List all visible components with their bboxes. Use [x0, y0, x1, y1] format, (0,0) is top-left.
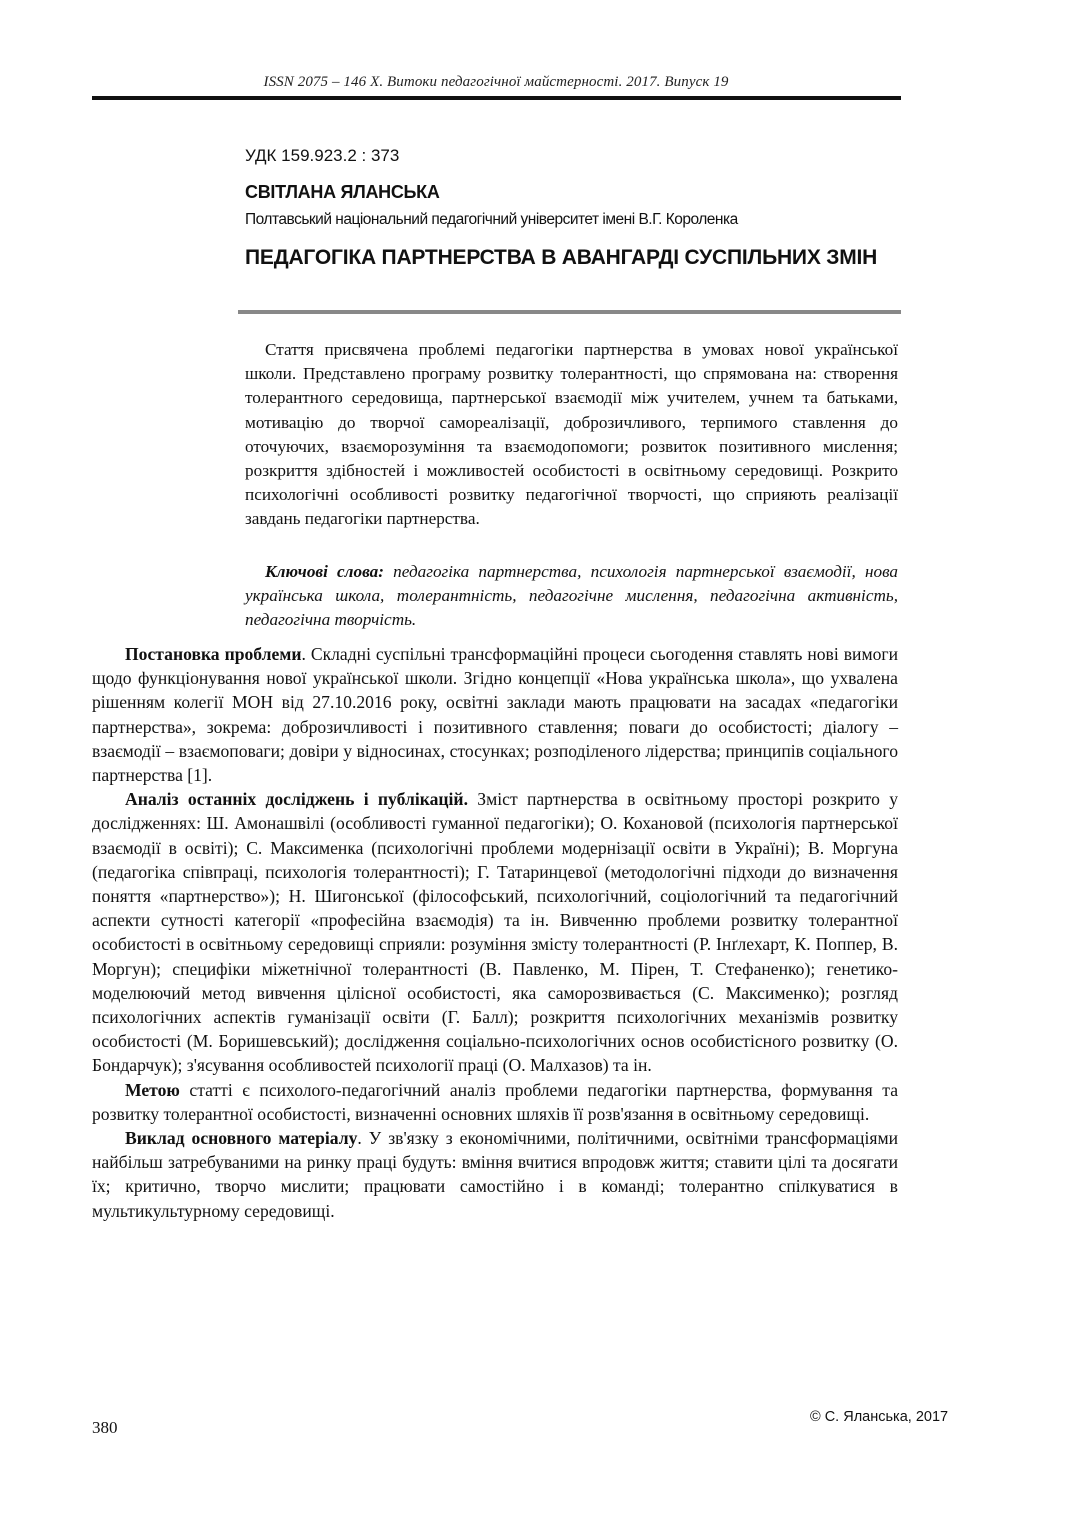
keywords-text: педагогіка партнерства, психологія партнерської взаємодії, нова українська школа, толерантність, педагогічне мислення, педагогічна активність, педагогічна творчість.: [245, 562, 898, 629]
keywords: [245, 560, 898, 632]
author-affiliation: Полтавський національний педагогічний університет імені В.Г. Короленка: [245, 211, 738, 228]
section-text: . У зв'язку з економічними, політичними, освітніми трансформаціями найбільш затребуваними на ринку праці будуть: вміння вчитися впродовж життя; ставити цілі та досягати їх; критично, творчо мислити; працювати самостійно і в команді; толерантно спілкуватися в мультикультурному середовищі.: [92, 1128, 898, 1221]
section-heading: Метою: [125, 1079, 180, 1100]
section-heading: Постановка проблеми: [125, 644, 302, 664]
title-rule: [238, 310, 901, 314]
section-text: . Складні суспільні трансформаційні процеси сьогодення ставлять нові вимоги щодо функціонування нової української школи. Згідно концепції «Нова українська школа», що ухвалена рішенням колегії МОН від 27.10.2016 року, освітні заклади мають працювати на засадах «педагогіки партнерства», зокрема: доброзичливості і позитивного ставлення; поваги до особистості; діалогу – взаємодії – взаємоповаги; довіри у відносинах, стосунках; розподіленого лідерства; принципів соціального партнерства [1].: [92, 644, 899, 786]
section-aim: [92, 1078, 898, 1126]
section-text: статті є психолого-педагогічний аналіз проблеми педагогіки партнерства, формування та розвитку толерантної особистості, визначенні основних шляхів її розв'язання в освітньому середовищі.: [92, 1079, 898, 1124]
header-rule: [92, 96, 901, 100]
section-heading: Виклад основного матеріалу: [125, 1128, 358, 1149]
udc-code: УДК 159.923.2 : 373: [245, 146, 400, 165]
section-heading: Аналіз останніх досліджень і публікацій.: [125, 789, 468, 810]
section-text: Зміст партнерства в освітньому просторі розкрито у дослідженнях: Ш. Амонашвілі (особливості гуманної педагогіки); О. Кохановой (психологія партнерської взаємодії в освіті); С. Максименка (психологічні проблеми модернізації освіти в Україні); В. Моргуна (педагогіка співпраці, психологія толерантності); Г. Татаринцевої (методологічні підходи до визначення поняття «партнерство»); Н. Шигонської (філософський, психологічний, соціологічний та педагогічний аспекти сутності категорії «професійна взаємодія) та ін. Вивченню проблеми розвитку толерантної особистості в освітньому середовищі сприяли: розуміння змісту толерантності (Р. Інґлехарт, К. Поппер, В. Моргун); специфіки міжетнічної толерантності (В. Павленко, М. Пірен, Т. Стефаненко); генетико-моделюючий метод вивчення цілісної особистості, яка саморозвивається (С. Максименко); розгляд психологічних аспектів гуманізації освіти (Г. Балл); розкриття психологічних механізмів розвитку особистості (М. Боришевський); дослідження соціально-психологічних основ особистісного розвитку (О. Бондарчук); з'ясування особливостей психології праці (О. Малхазов) та ін.: [92, 789, 899, 1076]
page-number: 380: [92, 1418, 118, 1437]
article-title: ПЕДАГОГІКА ПАРТНЕРСТВА В АВАНГАРДІ СУСПІЛЬНИХ ЗМІН: [245, 246, 878, 269]
copyright-notice: © С. Яланська, 2017: [810, 1409, 949, 1425]
section-problem-statement: [92, 642, 898, 787]
keywords-label: Ключові слова:: [265, 562, 384, 581]
section-literature-review: [92, 787, 898, 1077]
abstract: Стаття присвячена проблемі педагогіки партнерства в умовах нової української школи. Представлено програму розвитку толерантності, що спрямована на: створення толерантного середовища, партнерської взаємодії між учителем, учнем та батьками, мотивацію до творчої самореалізації, доброзичливого, терпимого ставлення до оточуючих, взаєморозуміння та взаємодопомоги; розвиток позитивного мислення; розкриття здібностей і можливостей особистості в освітньому середовищі. Розкрито психологічні особливості розвитку педагогічної творчості, що сприяють реалізації завдань педагогіки партнерства.: [245, 340, 898, 529]
article-body: [92, 642, 898, 1223]
section-main-material: [92, 1126, 898, 1223]
author-name: СВІТЛАНА ЯЛАНСЬКА: [245, 182, 440, 202]
running-head: ISSN 2075 – 146 X. Витоки педагогічної майстерності. 2017. Випуск 19: [263, 74, 729, 90]
